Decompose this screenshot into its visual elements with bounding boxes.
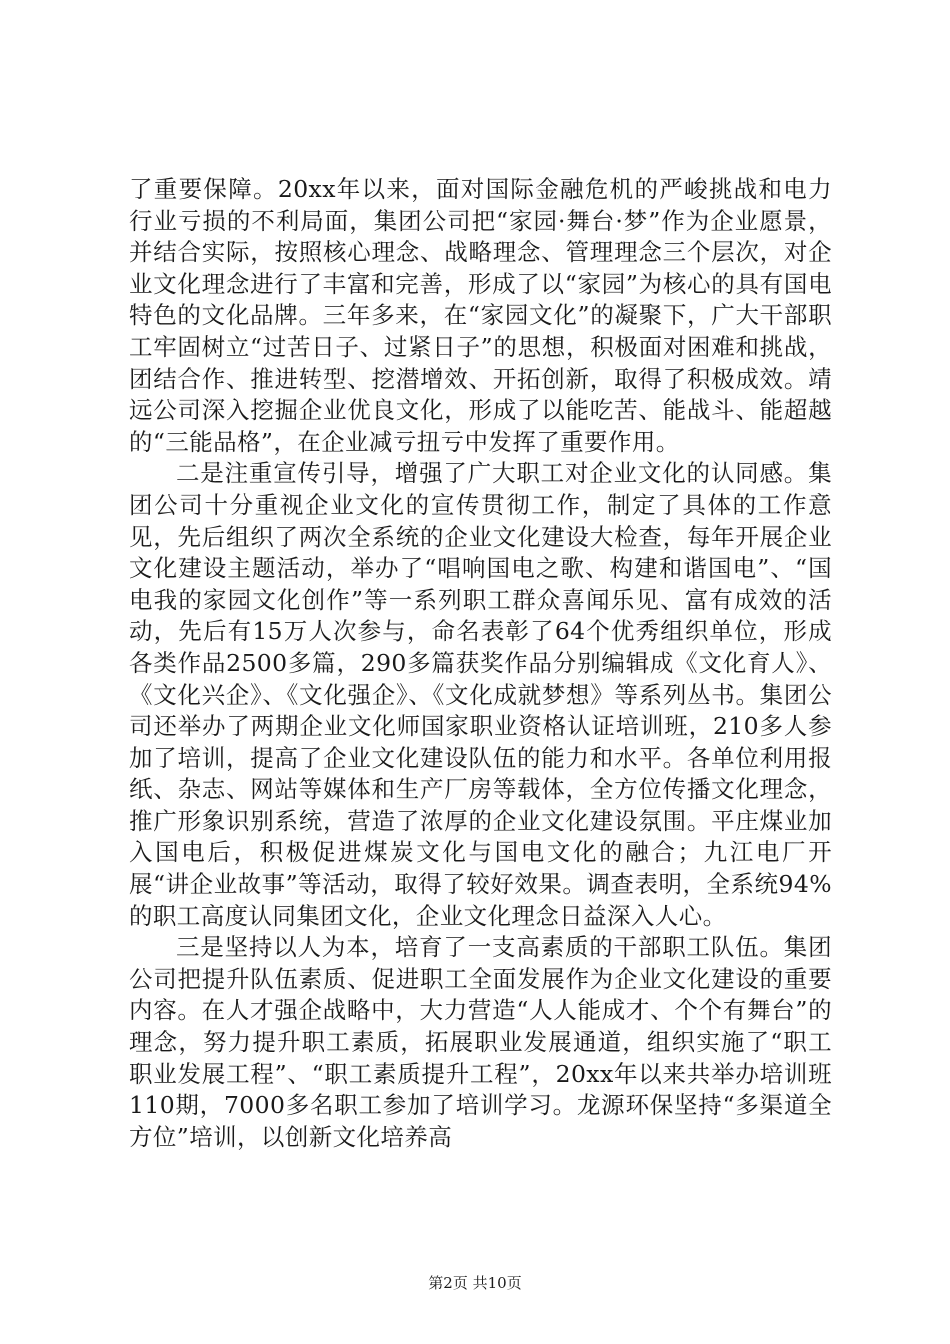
paragraph-continuation: 了重要保障。20xx年以来，面对国际金融危机的严峻挑战和电力行业亏损的不利局面，集团公司把“家园·舞台·梦”作为企业愿景，并结合实际，按照核心理念、战略理念、管理理念三个层次，对企业文化理念进行了丰富和完善，形成了以“家园”为核心的具有国电特色的文化品牌。三年多来，在“家园文化”的凝聚下，广大干部职工牢固树立“过苦日子、过紧日子”的思想，积极面对困难和挑战，团结合作、推进转型、挖潜增效、开拓创新，取得了积极成效。靖远公司深入挖掘企业优良文化，形成了以能吃苦、能战斗、能超越的“三能品格”，在企业减亏扭亏中发挥了重要作用。 <box>129 175 832 456</box>
paragraph-publicity: 二是注重宣传引导，增强了广大职工对企业文化的认同感。集团公司十分重视企业文化的宣传贯彻工作，制定了具体的工作意见，先后组织了两次全系统的企业文化建设大检查，每年开展企业文化建设主题活动，举办了“唱响国电之歌、构建和谐国电”、“国电我的家园文化创作”等一系列职工群众喜闻乐见、富有成效的活动，先后有15万人次参与，命名表彰了64个优秀组织单位，形成各类作品2500多篇，290多篇获奖作品分别编辑成《文化育人》、《文化兴企》、《文化强企》、《文化成就梦想》等系列丛书。集团公司还举办了两期企业文化师国家职业资格认证培训班，210多人参加了培训，提高了企业文化建设队伍的能力和水平。各单位利用报纸、杂志、网站等媒体和生产厂房等载体，全方位传播文化理念，推广形象识别系统，营造了浓厚的企业文化建设氛围。平庄煤业加入国电后，积极促进煤炭文化与国电文化的融合；九江电厂开展“讲企业故事”等活动，取得了较好效果。调查表明，全系统94%的职工高度认同集团文化，企业文化理念日益深入人心。 <box>129 459 832 930</box>
paragraph-people-oriented: 三是坚持以人为本，培育了一支高素质的干部职工队伍。集团公司把提升队伍素质、促进职工全面发展作为企业文化建设的重要内容。在人才强企战略中，大力营造“人人能成才、个个有舞台”的理念，努力提升职工素质，拓展职业发展通道，组织实施了“职工职业发展工程”、“职工素质提升工程”，20xx年以来共举办培训班110期，7000多名职工参加了培训学习。龙源环保坚持“多渠道全方位”培训，以创新文化培养高 <box>129 933 832 1151</box>
page-footer: 第2页 共10页 <box>428 1274 522 1292</box>
document-body <box>129 174 832 1153</box>
